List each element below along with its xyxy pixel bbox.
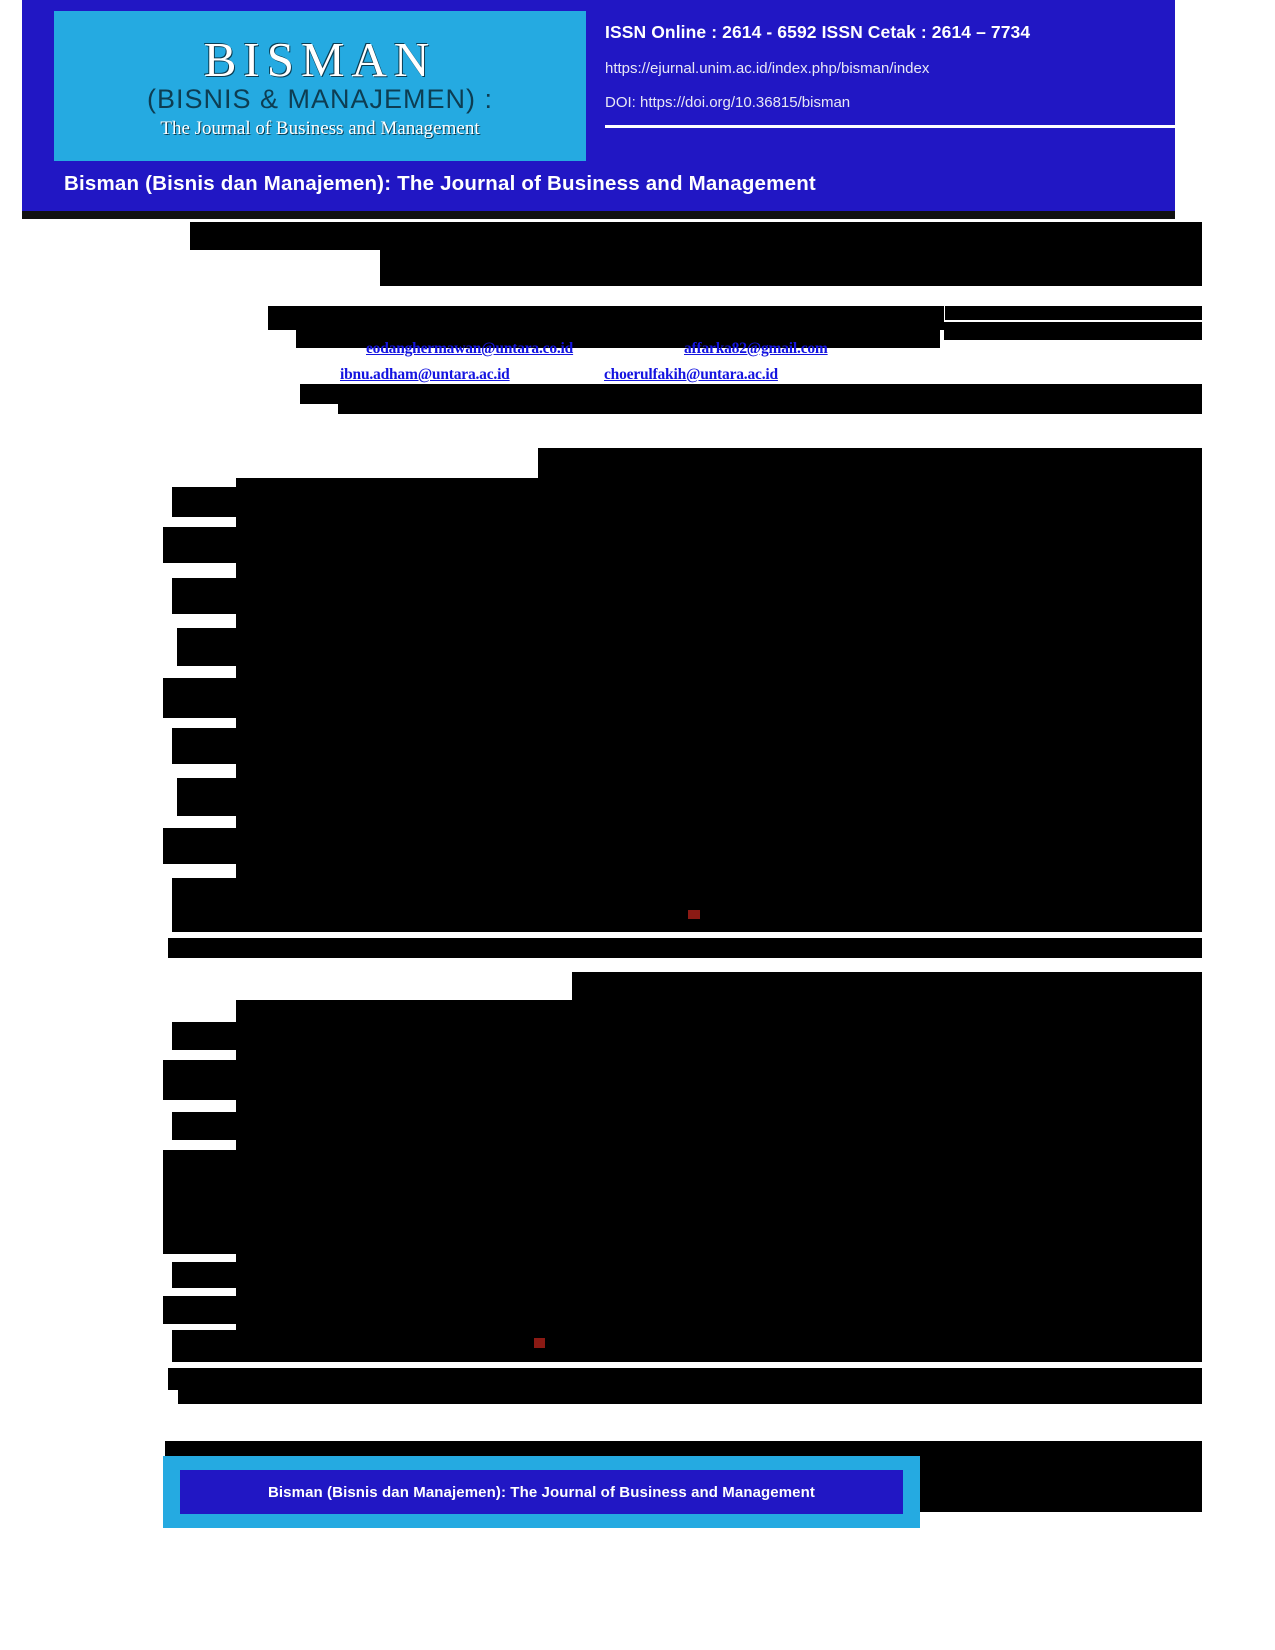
redacted2-right-seg-5 — [1049, 1126, 1202, 1144]
redacted-line-left-3 — [172, 578, 268, 614]
redacted-right-seg-9 — [1049, 718, 1202, 740]
redacted-right-seg-14 — [1049, 872, 1202, 890]
redacted-affiliation-block — [944, 322, 1202, 340]
redacted-line-left-5 — [163, 678, 243, 718]
redacted-line-left-1 — [172, 487, 244, 517]
redacted-line-left-2 — [163, 527, 256, 563]
redacted-line2-left-8 — [168, 1368, 1202, 1390]
redacted-footer-right-block — [920, 1456, 1202, 1512]
redacted-line-left-7 — [177, 778, 249, 816]
logo-subtitle: (BISNIS & MANAJEMEN) : — [146, 83, 494, 114]
redacted-line2-left-1 — [172, 1022, 238, 1050]
redacted-right-seg-13 — [1049, 846, 1202, 860]
redacted2-right-seg-3 — [1049, 1070, 1202, 1088]
redacted-right-seg-4 — [1049, 552, 1202, 570]
annotation-mark-1 — [688, 910, 700, 919]
logo-title: BISMAN — [203, 31, 437, 87]
redacted-right-seg-10 — [1049, 752, 1202, 772]
redacted-right-seg-3 — [1049, 528, 1202, 538]
redacted-line2-left-4 — [163, 1150, 241, 1254]
redacted-right-seg-2 — [1049, 500, 1202, 516]
redacted-line-left-8 — [163, 828, 411, 864]
redacted2-right-seg-11 — [1049, 1308, 1202, 1324]
redacted-line2-left-6 — [163, 1296, 243, 1324]
header-shadow-strip — [22, 211, 1175, 219]
redacted2-right-seg-10 — [1049, 1278, 1202, 1296]
redacted-footer-right-line — [1049, 1486, 1202, 1494]
redacted-author-footer-2 — [338, 396, 1202, 414]
redacted2-right-seg-8 — [1049, 1216, 1202, 1234]
email-link-1[interactable]: eodanghermawan@untara.co.id — [366, 340, 574, 357]
redacted-right-seg-12 — [1049, 814, 1202, 834]
redacted-line2-left-7 — [172, 1330, 1202, 1362]
bisman-logo — [54, 11, 586, 161]
redacted-line-left-11 — [168, 938, 1202, 958]
redacted-author-line-1 — [268, 306, 944, 330]
header-journal-title: Bisman (Bisnis dan Manajemen): The Journal of Business and Management — [64, 172, 816, 195]
journal-header-banner — [22, 0, 1175, 215]
redacted2-right-seg-2 — [1049, 1040, 1202, 1058]
header-divider — [605, 125, 1178, 128]
redacted-line2-left-9 — [178, 1390, 1202, 1404]
redacted-right-seg-7 — [1049, 654, 1202, 676]
redacted2-right-seg-9 — [1049, 1246, 1202, 1266]
footer-banner-inner — [180, 1470, 903, 1514]
redacted-right-seg-5 — [1049, 588, 1202, 610]
redacted-title-line-2 — [380, 250, 1202, 286]
redacted-line2-left-2 — [163, 1060, 239, 1100]
redacted-right-seg-6 — [1049, 622, 1202, 642]
redacted-line2-left-5 — [172, 1262, 242, 1288]
journal-url[interactable]: https://ejurnal.unim.ac.id/index.php/bisman/index — [605, 60, 930, 77]
redacted-title-line-1 — [190, 222, 1202, 250]
redacted-right-seg-11 — [1049, 786, 1202, 802]
redacted-abstract2-heading — [572, 972, 1202, 1002]
redacted-right-seg-8 — [1049, 688, 1202, 706]
annotation-mark-2 — [534, 1338, 545, 1348]
redacted2-right-seg-6 — [1049, 1156, 1202, 1172]
redacted-affiliation-right — [945, 306, 1202, 320]
redacted-right-seg-1 — [1049, 470, 1202, 488]
redacted2-right-seg-7 — [1049, 1184, 1202, 1204]
email-link-3[interactable]: ibnu.adham@untara.ac.id — [340, 366, 510, 383]
header-identifiers — [605, 22, 1165, 128]
logo-tagline: The Journal of Business and Management — [160, 117, 480, 139]
email-link-4[interactable]: choerulfakih@untara.ac.id — [604, 366, 778, 383]
redacted-line-left-4 — [177, 628, 256, 666]
redacted2-right-seg-1 — [1049, 1012, 1202, 1028]
email-link-2[interactable]: affarka82@gmail.com — [684, 340, 828, 357]
redacted-line-left-10 — [172, 906, 1202, 932]
footer-banner-outer — [163, 1456, 920, 1528]
redacted-line2-left-3 — [172, 1112, 240, 1140]
journal-doi[interactable]: DOI: https://doi.org/10.36815/bisman — [605, 94, 851, 111]
redacted-line-left-6 — [172, 728, 260, 764]
footer-journal-title: Bisman (Bisnis dan Manajemen): The Journal of Business and Management — [267, 1483, 815, 1501]
issn-line: ISSN Online : 2614 - 6592 ISSN Cetak : 2614 – 7734 — [605, 22, 1031, 42]
redacted2-right-seg-4 — [1049, 1100, 1202, 1114]
